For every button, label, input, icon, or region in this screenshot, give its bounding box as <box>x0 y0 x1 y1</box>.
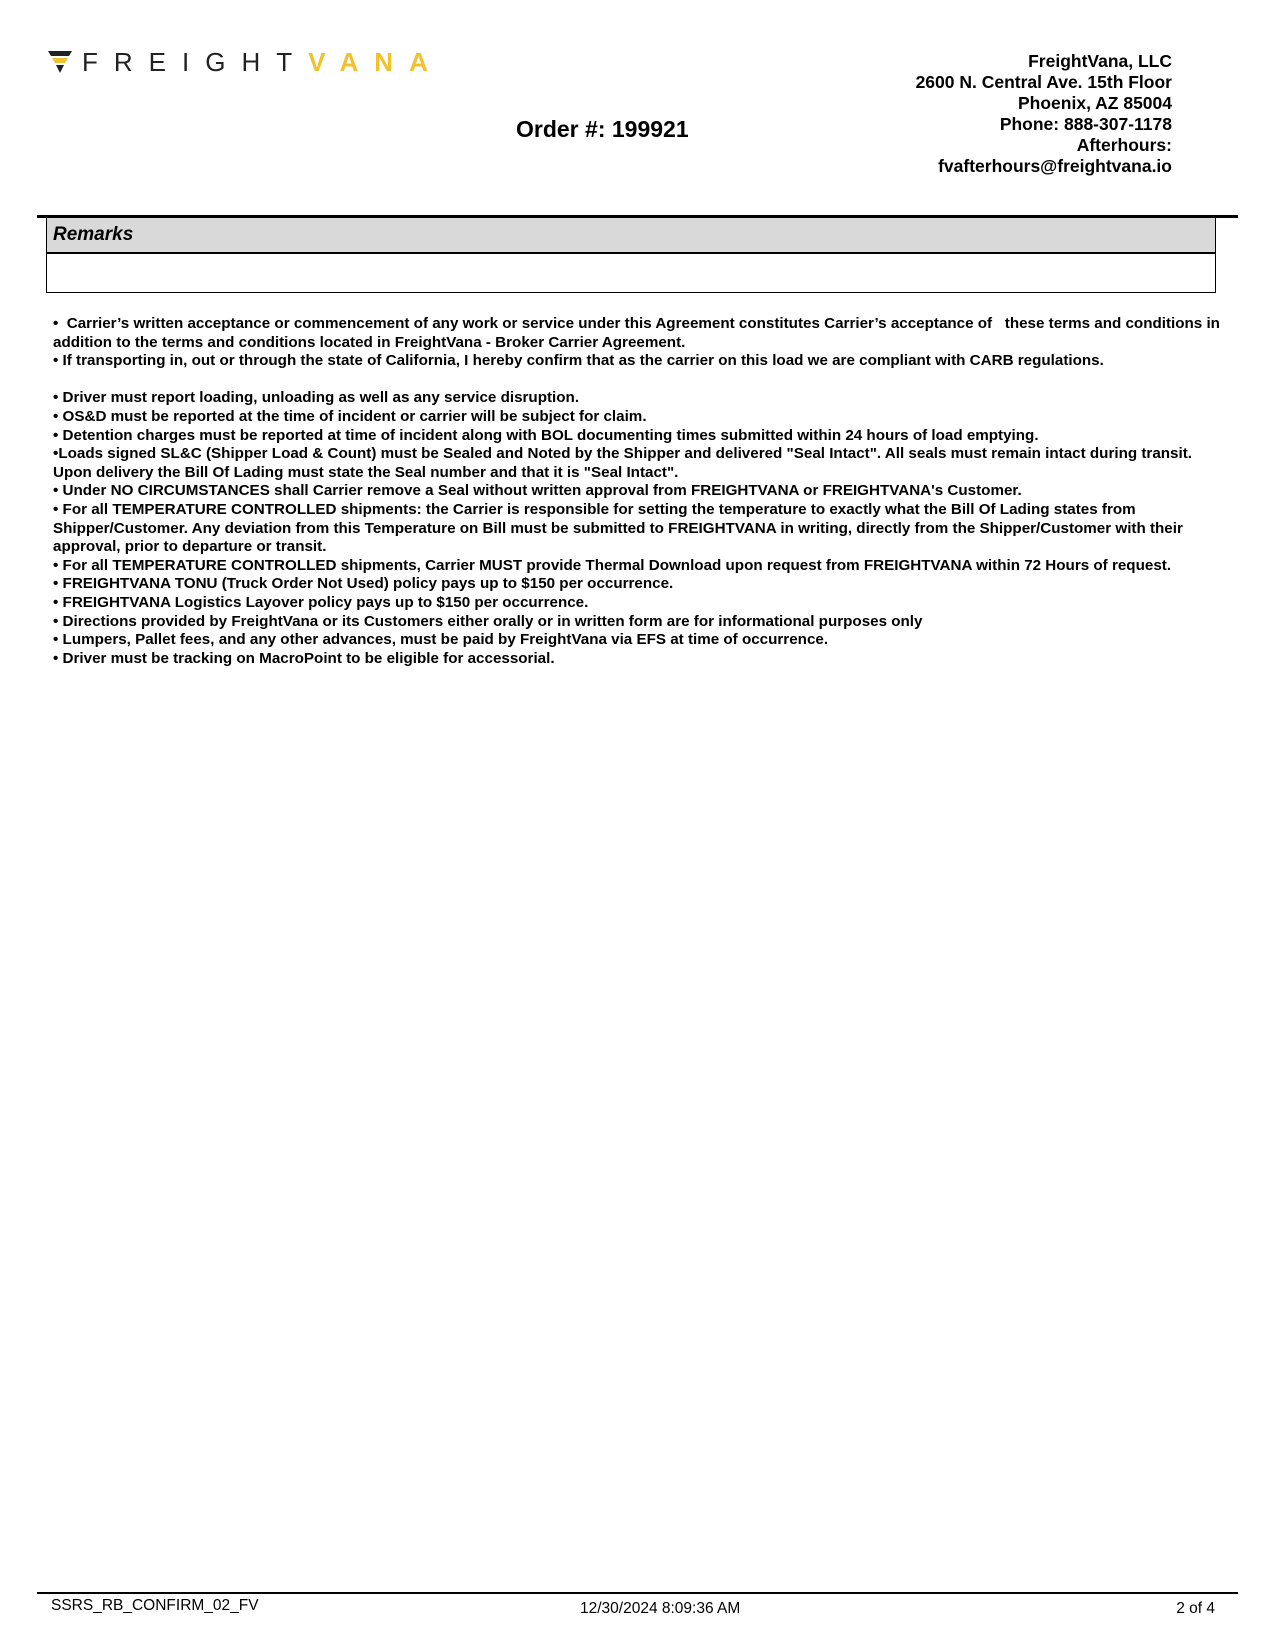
company-address-block <box>916 51 1172 177</box>
company-logo <box>48 47 444 77</box>
terms-item: • Directions provided by FreightVana or its Customers either orally or in written form are for informational purposes only <box>53 612 923 630</box>
company-afterhours-email: fvafterhours@freightvana.io <box>938 156 1172 176</box>
company-name: FreightVana, LLC <box>1028 51 1172 71</box>
order-title: Order #: 199921 <box>516 116 689 142</box>
footer-page-number: 2 of 4 <box>1176 1600 1215 1617</box>
terms-item: • FREIGHTVANA TONU (Truck Order Not Used) policy pays up to $150 per occurrence. <box>53 575 674 593</box>
footer-divider <box>37 1592 1238 1594</box>
logo-text-dark: FREIGHT <box>82 47 309 77</box>
terms-item: • For all TEMPERATURE CONTROLLED shipments, Carrier MUST provide Thermal Download upon request from FREIGHTVANA within 72 Hours of request. <box>53 556 1172 574</box>
terms-item: •Loads signed SL&C (Shipper Load & Count) must be Sealed and Noted by the Shipper and delivered "Seal Intact". All seals must remain intact during transit. Upon delivery the Bill Of Lading must state the Seal number and that it is "Seal Intact". <box>53 445 1197 481</box>
logo-wordmark <box>82 47 444 77</box>
terms-item: • Under NO CIRCUMSTANCES shall Carrier remove a Seal without written approval from FREIGHTVANA or FREIGHTVANA's Customer. <box>53 482 1022 500</box>
terms-item: • FREIGHTVANA Logistics Layover policy pays up to $150 per occurrence. <box>53 593 589 611</box>
terms-item: • Detention charges must be reported at time of incident along with BOL documenting times submitted within 24 hours of load emptying. <box>53 426 1039 444</box>
footer-report-id: SSRS_RB_CONFIRM_02_FV <box>51 1597 259 1614</box>
logo-text-gold: VANA <box>308 47 444 77</box>
company-phone: Phone: 888-307-1178 <box>999 114 1172 134</box>
freightvana-logo-icon <box>48 51 72 73</box>
terms-item: • OS&D must be reported at the time of incident or carrier will be subject for claim. <box>53 407 647 425</box>
company-afterhours-label: Afterhours: <box>1076 135 1172 155</box>
remarks-content <box>46 254 1216 293</box>
terms-item: • Driver must be tracking on MacroPoint to be eligible for accessorial. <box>53 649 555 667</box>
company-address-line1: 2600 N. Central Ave. 15th Floor <box>915 72 1172 92</box>
terms-list <box>53 315 1223 668</box>
terms-spacer <box>53 371 1223 390</box>
terms-item: • For all TEMPERATURE CONTROLLED shipments: the Carrier is responsible for setting the temperature to exactly what the Bill Of Lading states from Shipper/Customer. Any deviation from this Temperature on Bill must be submitted to FREIGHTVANA in writing, directly from the Shipper/Customer with their approval, prior to departure or transit. <box>53 500 1188 556</box>
terms-item: • Lumpers, Pallet fees, and any other advances, must be paid by FreightVana via EFS at time of occurrence. <box>53 631 829 649</box>
remarks-heading: Remarks <box>46 218 1216 254</box>
terms-item: • If transporting in, out or through the state of California, I hereby confirm that as the carrier on this load we are compliant with CARB regulations. <box>53 352 1104 370</box>
terms-item: • Driver must report loading, unloading as well as any service disruption. <box>53 389 580 407</box>
terms-item: • Carrier’s written acceptance or commencement of any work or service under this Agreement constitutes Carrier’s acceptance of these terms and conditions in addition to the terms and conditions located in FreightVana - Broker Carrier Agreement. <box>53 315 1225 351</box>
company-address-line2: Phoenix, AZ 85004 <box>1018 93 1172 113</box>
footer-timestamp: 12/30/2024 8:09:36 AM <box>580 1600 741 1617</box>
